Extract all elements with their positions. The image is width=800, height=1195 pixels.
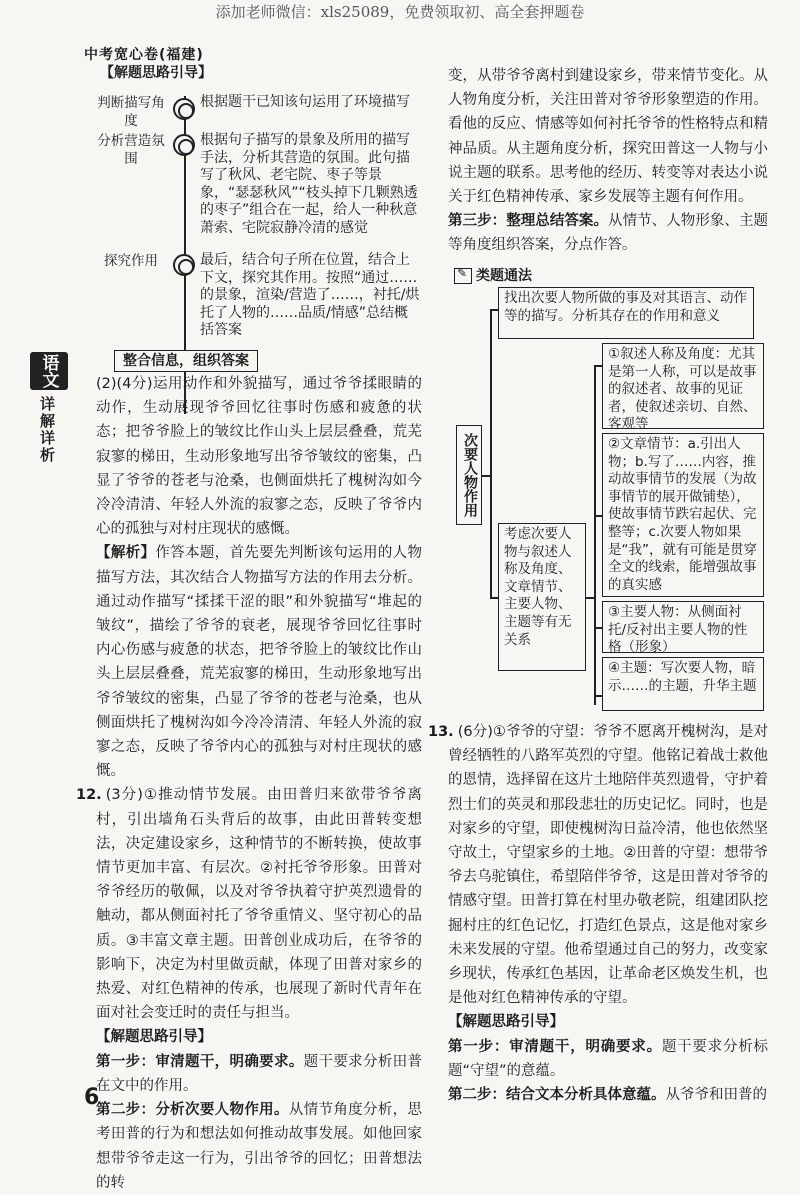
tree-leaf: ④主题：写次要人物，暗示……的主题，升华主题	[602, 657, 764, 711]
mindmap-node-label: 分析营造氛围	[97, 133, 165, 167]
thinking-guide-mindmap	[96, 64, 426, 374]
book-title: 中考宽心卷(福建)	[84, 47, 204, 63]
step-2	[96, 1098, 422, 1195]
tree-leaf: ②文章情节：a.引出人物；b.写了……内容，推动故事情节的发展（为故事情节的展开做铺垫），使故事情节跌宕起伏、完整等；c.次要人物如果是“我”，就有可能是贯穿全文的线索，能增强故事的真实感	[602, 433, 764, 597]
step-tag: 第一步：审清题干，明确要求。	[96, 1053, 304, 1070]
step-text: 从爷爷和田普的	[665, 1087, 767, 1104]
question-answer: (6分)①爷爷的守望：爷爷不愿离开槐树沟，是对曾经牺牲的八路军英烈的守望。他铭记着战士救他的恩情，选择留在这片土地陪伴英烈遗骨，守护着烈士们的英灵和那段悲壮的历史记忆。同时，也是对家乡的守望，即使槐树沟日益冷清，他也依然坚守故土，守望家乡的土地。②田普的守望：想带爷爷去乌驼镇住，希望陪伴爷爷，这是田普对爷爷的情感守望。田普打算在村里办敬老院，组建团队挖掘村庄的红色记忆，打造红色景点，这是他对家乡未来发展的守望。他希望通过自己的努力，改变家乡现状，传承红色基因，让革命老区焕发生机，也是他对红色精神传承的守望。	[448, 724, 768, 1007]
mindmap-node-text: 最后，结合句子所在位置，结合上下文，探究其作用。按照“通过……的景象，渲染/营造了……，衬托/烘托了人物的……品质/情感”总结概括答案	[200, 252, 420, 339]
tree-root: 次要人物作用	[456, 425, 482, 525]
tree-leaf: ③主要人物：从侧面衬托/反衬出主要人物的性格（形象）	[602, 601, 764, 653]
question-number: 13.	[428, 724, 454, 740]
step-2	[448, 1083, 768, 1107]
mindmap-node-text: 根据句子描写的景象及所用的描写手法，分析其营造的氛围。此句描写了秋风、老宅院、枣子等景象，“瑟瑟秋风”“枝头掉下几颗熟透的枣子”组合在一起，给人一种秋意萧索、宅院寂静冷清的感觉	[200, 132, 418, 236]
tree-leaf: ①叙述人称及角度：尤其是第一人称，可以是故事的叙述者、故事的见证者，使叙述亲切、自然、客观等	[602, 343, 764, 429]
section-label: 详解详析	[38, 396, 56, 464]
method-tree-diagram	[454, 285, 774, 715]
page-number: 6	[84, 1085, 100, 1110]
watermark-banner: 添加老师微信：xls25089，免费领取初、高全套押题卷	[215, 3, 585, 21]
right-column-bottom	[428, 720, 769, 1107]
method-title: 类题通法	[476, 268, 532, 284]
question-number: 12.	[76, 787, 102, 804]
ring-icon	[173, 134, 195, 156]
analysis-text: 作答本题，首先要先判断该句运用的人物描写方法，其次结合人物描写方法的作用去分析。通过动作描写“揉揉干涩的眼”和外貌描写“堆起的皱纹”，描绘了爷爷的衰老，展现爷爷回忆往事时内心伤感与疲惫的状态，把爷爷脸上的皱纹比作山头上层层叠叠，荒芜寂寥的梯田，生动形象地写出爷爷皱纹的密集，凸显了爷爷的苍老与沧桑，也从侧面烘托了槐树沟如今冷冷清清、年轻人外流的寂寥之态，反映了爷爷内心的孤独与对村庄现状的感慨。	[96, 545, 423, 780]
step-text: 题干要求分析田普在文中的作用。	[96, 1053, 423, 1094]
step-tag: 第三步：整理总结答案。	[448, 213, 609, 230]
step-text: 从情节角度分析，思考田普的行为和想法如何推动故事发展。如他回家想带爷爷走这一行为，引出爷爷的回忆；田普想法的转	[96, 1102, 423, 1191]
step-3	[448, 209, 768, 257]
pencil-note-icon	[454, 268, 472, 284]
mindmap-header: 【解题思路引导】	[100, 65, 212, 81]
question-answer: (3分)①推动情节发展。由田普归来欲带爷爷离村，引出墙角石头背后的故事，由此田普转变想法，决定建设家乡，这种情节的不断转换，使故事情节更加丰富、有层次。②衬托爷爷形象。田普对爷爷经历的敬佩，以及对爷爷执着守护英烈遗骨的触动，都从侧面衬托了爷爷重情义、坚守初心的品质。③丰富文章主题。田普创业成功后，在爷爷的影响下，决定为村里做贡献，体现了田普对家乡的热爱、对红色精神的传承，也展现了新时代青年在面对社会变迁时的责任与担当。	[96, 787, 422, 1022]
step-tag: 第一步：审清题干，明确要求。	[448, 1038, 662, 1055]
analysis-tag: 【解析】	[96, 545, 156, 562]
guide-header: 【解题思路引导】	[448, 1014, 564, 1031]
guide-header: 【解题思路引导】	[96, 1029, 212, 1046]
step-tag: 第二步：分析次要人物作用。	[96, 1102, 289, 1119]
right-column-top	[448, 64, 768, 258]
mindmap-summary: 整合信息，组织答案	[114, 350, 258, 372]
method-header	[454, 265, 532, 285]
tree-mid-box: 考虑次要人物与叙述人称及角度、文章情节、主要人物、主题等有无关系	[498, 523, 586, 671]
answer-paragraph: (2)(4分)运用动作和外貌描写，通过爷爷揉眼睛的动作，生动展现爷爷回忆往事时伤感和疲惫的状态；把爷爷脸上的皱纹比作山头上层层叠叠，荒芜寂寥的梯田，生动形象地写出爷爷皱纹的密集，凸显了爷爷的苍老与沧桑，也侧面烘托了槐树沟如今冷冷清清、年轻人外流的寂寥之态，反映了爷爷内心的孤独与对村庄现状的感慨。	[96, 376, 422, 538]
step-tag: 第二步：结合文本分析具体意蕴。	[448, 1087, 666, 1104]
step-text: 从情节、人物形象、主题等角度组织答案，分点作答。	[448, 213, 769, 254]
mindmap-node-text: 根据题干已知该句运用了环境描写	[200, 94, 410, 110]
analysis-paragraph	[96, 541, 422, 783]
continued-paragraph: 变，从带爷爷离村到建设家乡，带来情节变化。从人物角度分析，关注田普对爷爷形象塑造的作用。看他的反应、情感等如何衬托爷爷的性格特点和精神品质。从主题角度分析，探究田普这一人物与小说主题的联系。思考他的经历、转变等对表达小说关于红色精神传承、家乡发展等主题有何作用。	[448, 68, 768, 206]
tree-top-box: 找出次要人物所做的事及对其语言、动作等的描写。分析其存在的作用和意义	[498, 287, 754, 339]
step-1	[448, 1035, 768, 1083]
ring-icon	[173, 254, 195, 276]
subject-tab: 语文	[30, 352, 68, 390]
step-1	[96, 1050, 422, 1098]
left-column	[76, 372, 423, 1195]
question-13	[428, 720, 768, 1010]
ring-icon	[173, 98, 195, 120]
mindmap-node-label: 判断描写角度	[97, 95, 165, 129]
question-12	[76, 783, 422, 1025]
mindmap-node-label: 探究作用	[104, 253, 158, 269]
step-text: 题干要求分析标题“守望”的意蕴。	[448, 1038, 769, 1079]
